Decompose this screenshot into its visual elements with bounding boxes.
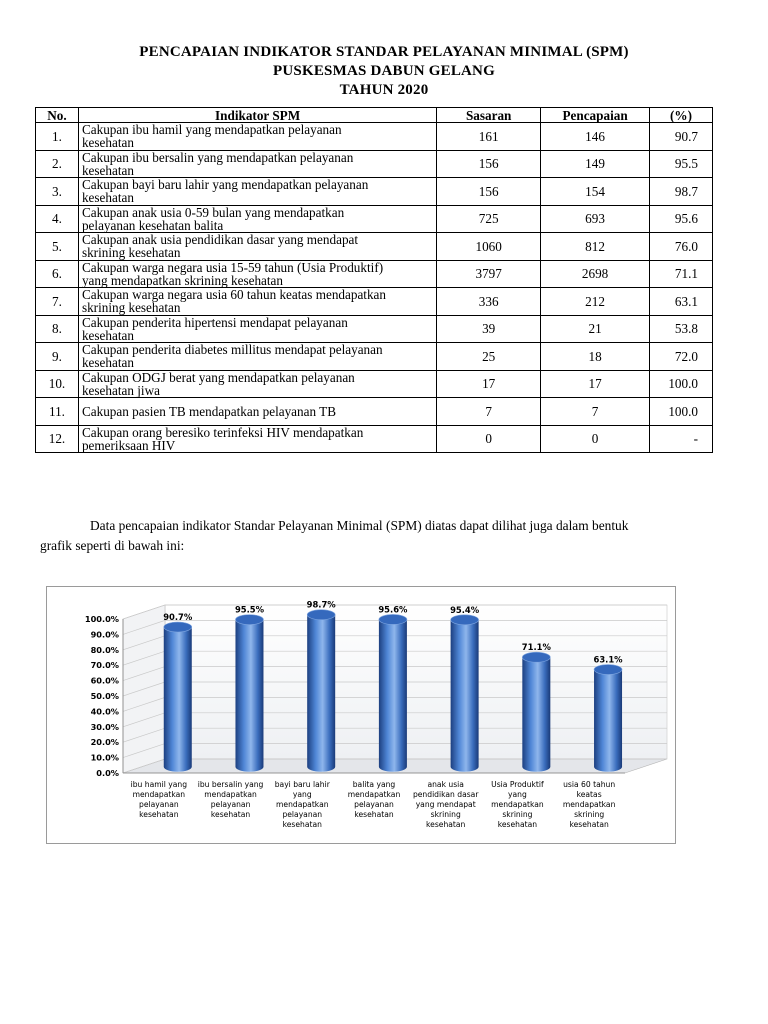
- category-label-line: mendapatkan: [562, 800, 616, 809]
- bar-top: [307, 610, 335, 620]
- header-no: No.: [36, 108, 79, 123]
- category-label-line: mendapatkan: [204, 790, 257, 799]
- cell-indikator: [78, 425, 436, 453]
- indikator-line-1: Cakupan warga negara usia 15-59 tahun (Usia Produktif): [81, 259, 384, 275]
- y-tick-label: 80.0%: [90, 644, 119, 655]
- y-tick-label: 30.0%: [90, 721, 119, 732]
- category-label-line: kesehatan: [497, 820, 538, 829]
- table-row: [36, 260, 713, 288]
- cell-pencapaian: 2698: [541, 260, 650, 288]
- indikator-line-2: kesehatan: [81, 355, 134, 371]
- indikator-line-2: skrining kesehatan: [81, 300, 181, 316]
- bar-top: [594, 665, 622, 675]
- category-label-line: mendapatkan: [132, 790, 186, 799]
- cell-sasaran: 1060: [437, 233, 541, 261]
- indikator-line-2: pemeriksaan HIV: [81, 437, 176, 453]
- y-tick-label: 20.0%: [90, 737, 119, 748]
- category-label-line: pelayanan: [354, 800, 394, 809]
- indikator-line-1: Cakupan penderita diabetes millitus mendapat pelayanan: [81, 342, 383, 358]
- category-label-line: yang: [508, 790, 527, 799]
- category-label-line: keatas: [576, 790, 602, 799]
- y-tick-label: 60.0%: [90, 675, 119, 686]
- indikator-line-2: yang mendapatkan skrining kesehatan: [81, 272, 283, 288]
- category-label-line: ibu hamil yang: [130, 780, 188, 789]
- y-tick-label: 90.0%: [90, 629, 119, 640]
- cell-sasaran: 3797: [437, 260, 541, 288]
- indikator-line-2: pelayanan kesehatan balita: [81, 217, 224, 233]
- table-row: [36, 233, 713, 261]
- data-label: 95.6%: [378, 604, 408, 615]
- cell-no: 12.: [36, 425, 79, 453]
- cell-no: 6.: [36, 260, 79, 288]
- category-label: [265, 780, 339, 830]
- cell-pencapaian: 21: [541, 315, 650, 343]
- data-label: 71.1%: [521, 642, 551, 653]
- category-label-line: pelayanan: [139, 800, 179, 809]
- indikator-line-1: Cakupan pasien TB mendapatkan pelayanan TB: [81, 403, 336, 419]
- bar: [307, 615, 335, 772]
- cell-sasaran: 0: [437, 425, 541, 453]
- data-label: 98.7%: [306, 599, 336, 610]
- indikator-line-2: kesehatan jiwa: [81, 382, 160, 398]
- cell-pencapaian: 0: [541, 425, 650, 453]
- data-label: 95.5%: [234, 604, 265, 615]
- y-tick-label: 0.0%: [96, 768, 119, 778]
- category-label-line: kesehatan: [282, 820, 322, 829]
- header-persen: (%): [650, 108, 713, 123]
- cell-no: 3.: [36, 178, 79, 206]
- cell-sasaran: 17: [437, 370, 541, 398]
- cell-pencapaian: 18: [541, 343, 650, 371]
- category-label-line: balita yang: [352, 780, 396, 789]
- cell-no: 7.: [36, 288, 79, 316]
- data-label: 95.4%: [450, 604, 480, 615]
- table-header-row: [36, 108, 713, 123]
- cell-no: 5.: [36, 233, 79, 261]
- cell-pencapaian: 146: [541, 123, 650, 151]
- indikator-line-1: Cakupan ibu bersalin yang mendapatkan pelayanan: [81, 149, 354, 165]
- cell-pencapaian: 7: [541, 398, 650, 426]
- cell-persen: 100.0: [650, 398, 713, 426]
- category-label-line: mendapatkan: [276, 800, 329, 809]
- cell-indikator: [78, 123, 436, 151]
- cell-indikator: [78, 178, 436, 206]
- category-label-line: yang mendapat: [415, 800, 476, 809]
- paragraph-line-1: Data pencapaian indikator Standar Pelayanan Minimal (SPM) diatas dapat dilihat juga dalam bentuk: [90, 518, 629, 533]
- cell-pencapaian: 693: [541, 205, 650, 233]
- y-tick-label: 100.0%: [84, 614, 119, 624]
- cell-no: 4.: [36, 205, 79, 233]
- cell-sasaran: 25: [437, 343, 541, 371]
- cell-sasaran: 39: [437, 315, 541, 343]
- indikator-line-2: kesehatan: [81, 190, 134, 206]
- title-line-2: PUSKESMAS DABUN GELANG: [273, 63, 495, 79]
- cell-no: 10.: [36, 370, 79, 398]
- bar: [451, 620, 479, 772]
- table-row: [36, 150, 713, 178]
- y-tick-label: 40.0%: [90, 706, 119, 717]
- cell-pencapaian: 17: [541, 370, 650, 398]
- y-tick-label: 10.0%: [90, 752, 119, 763]
- category-label-line: mendapatkan: [347, 790, 401, 799]
- cell-persen: 95.5: [650, 150, 713, 178]
- table-row: [36, 315, 713, 343]
- achievement-chart: [46, 586, 676, 844]
- category-label: [480, 780, 554, 830]
- indikator-line-2: kesehatan: [81, 135, 134, 151]
- indikator-line-1: Cakupan bayi baru lahir yang mendapatkan pelayanan: [81, 177, 369, 193]
- cell-pencapaian: 212: [541, 288, 650, 316]
- cell-sasaran: 725: [437, 205, 541, 233]
- category-label-line: usia 60 tahun: [563, 780, 616, 789]
- cell-persen: -: [650, 425, 713, 453]
- category-label-line: pelayanan: [282, 810, 323, 819]
- category-label-line: kesehatan: [354, 810, 394, 819]
- table-row: [36, 370, 713, 398]
- category-label: [337, 780, 411, 820]
- description-paragraph: [40, 516, 730, 556]
- category-label-line: skrining: [574, 810, 605, 819]
- category-label-line: kesehatan: [426, 820, 466, 829]
- cell-sasaran: 156: [437, 178, 541, 206]
- category-label-line: mendapatkan: [491, 800, 544, 809]
- category-label-line: anak usia: [427, 780, 464, 789]
- data-label: 63.1%: [593, 654, 623, 665]
- header-sasaran: Sasaran: [437, 108, 541, 123]
- cell-indikator: [78, 150, 436, 178]
- cell-persen: 90.7: [650, 123, 713, 151]
- table-row: [36, 398, 713, 426]
- bar: [522, 657, 550, 771]
- table-row: [36, 343, 713, 371]
- category-label-line: kesehatan: [569, 820, 609, 829]
- table-row: [36, 425, 713, 453]
- category-label-line: ibu bersalin yang: [197, 780, 264, 789]
- cell-indikator: [78, 315, 436, 343]
- cell-no: 2.: [36, 150, 79, 178]
- category-label-line: yang: [292, 790, 312, 799]
- indikator-line-1: Cakupan ibu hamil yang mendapatkan pelayanan: [81, 122, 342, 138]
- table-row: [36, 205, 713, 233]
- bar-top: [522, 652, 550, 662]
- cell-indikator: [78, 343, 436, 371]
- category-label: [194, 780, 268, 820]
- cell-persen: 76.0: [650, 233, 713, 261]
- cell-indikator: [78, 260, 436, 288]
- cell-pencapaian: 154: [541, 178, 650, 206]
- indikator-line-2: skrining kesehatan: [81, 245, 181, 261]
- category-label-line: bayi baru lahir: [274, 780, 330, 789]
- bar: [235, 620, 263, 772]
- category-label-line: Usia Produktif: [491, 780, 544, 789]
- bar: [379, 619, 407, 771]
- category-label-line: pendidikan dasar: [412, 790, 479, 799]
- bar: [594, 670, 622, 772]
- cell-indikator: [78, 288, 436, 316]
- bar-top: [235, 615, 263, 625]
- cell-persen: 63.1: [650, 288, 713, 316]
- cell-indikator: [78, 370, 436, 398]
- category-label-line: kesehatan: [139, 810, 179, 819]
- table-row: [36, 178, 713, 206]
- indikator-line-1: Cakupan penderita hipertensi mendapat pelayanan: [81, 314, 348, 330]
- category-label-line: kesehatan: [210, 810, 251, 819]
- indikator-line-1: Cakupan anak usia 0-59 bulan yang mendapatkan: [81, 204, 345, 220]
- y-tick-label: 70.0%: [90, 660, 119, 671]
- y-tick-label: 50.0%: [90, 691, 119, 701]
- category-label: [552, 780, 626, 830]
- indikator-line-2: kesehatan: [81, 327, 134, 343]
- spm-table: [35, 107, 713, 453]
- cell-indikator: [78, 398, 436, 426]
- cell-pencapaian: 149: [541, 150, 650, 178]
- indikator-line-2: kesehatan: [81, 162, 134, 178]
- bar-top: [379, 614, 407, 624]
- header-pencapaian: Pencapaian: [541, 108, 650, 123]
- cell-sasaran: 156: [437, 150, 541, 178]
- data-label: 90.7%: [163, 612, 193, 623]
- paragraph-line-2: grafik seperti di bawah ini:: [40, 538, 185, 553]
- category-label: [122, 780, 196, 820]
- category-label-line: skrining: [430, 810, 461, 819]
- category-label-line: pelayanan: [210, 800, 251, 809]
- cell-persen: 100.0: [650, 370, 713, 398]
- cell-sasaran: 336: [437, 288, 541, 316]
- cell-persen: 72.0: [650, 343, 713, 371]
- cell-sasaran: 7: [437, 398, 541, 426]
- category-label: [409, 780, 483, 830]
- bar-top: [164, 622, 192, 632]
- title-line-1: PENCAPAIAN INDIKATOR STANDAR PELAYANAN MINIMAL (SPM): [139, 44, 629, 60]
- indikator-line-1: Cakupan ODGJ berat yang mendapatkan pelayanan: [81, 369, 355, 385]
- cell-no: 8.: [36, 315, 79, 343]
- title-line-3: TAHUN 2020: [339, 82, 429, 98]
- cell-sasaran: 161: [437, 123, 541, 151]
- indikator-line-1: Cakupan orang beresiko terinfeksi HIV mendapatkan: [81, 424, 364, 440]
- indikator-line-1: Cakupan anak usia pendidikan dasar yang mendapat: [81, 232, 359, 248]
- cell-pencapaian: 812: [541, 233, 650, 261]
- cell-persen: 53.8: [650, 315, 713, 343]
- cell-indikator: [78, 233, 436, 261]
- cell-persen: 95.6: [650, 205, 713, 233]
- table-body: [36, 123, 713, 453]
- table-row: [36, 123, 713, 151]
- cell-no: 9.: [36, 343, 79, 371]
- cell-no: 11.: [36, 398, 79, 426]
- cell-persen: 98.7: [650, 178, 713, 206]
- cell-indikator: [78, 205, 436, 233]
- indikator-line-1: Cakupan warga negara usia 60 tahun keatas mendapatkan: [81, 287, 387, 303]
- cell-persen: 71.1: [650, 260, 713, 288]
- bar: [164, 627, 192, 772]
- cell-no: 1.: [36, 123, 79, 151]
- bar-top: [451, 615, 479, 625]
- header-indikator: Indikator SPM: [78, 108, 436, 123]
- category-label-line: skrining: [502, 810, 533, 819]
- table-row: [36, 288, 713, 316]
